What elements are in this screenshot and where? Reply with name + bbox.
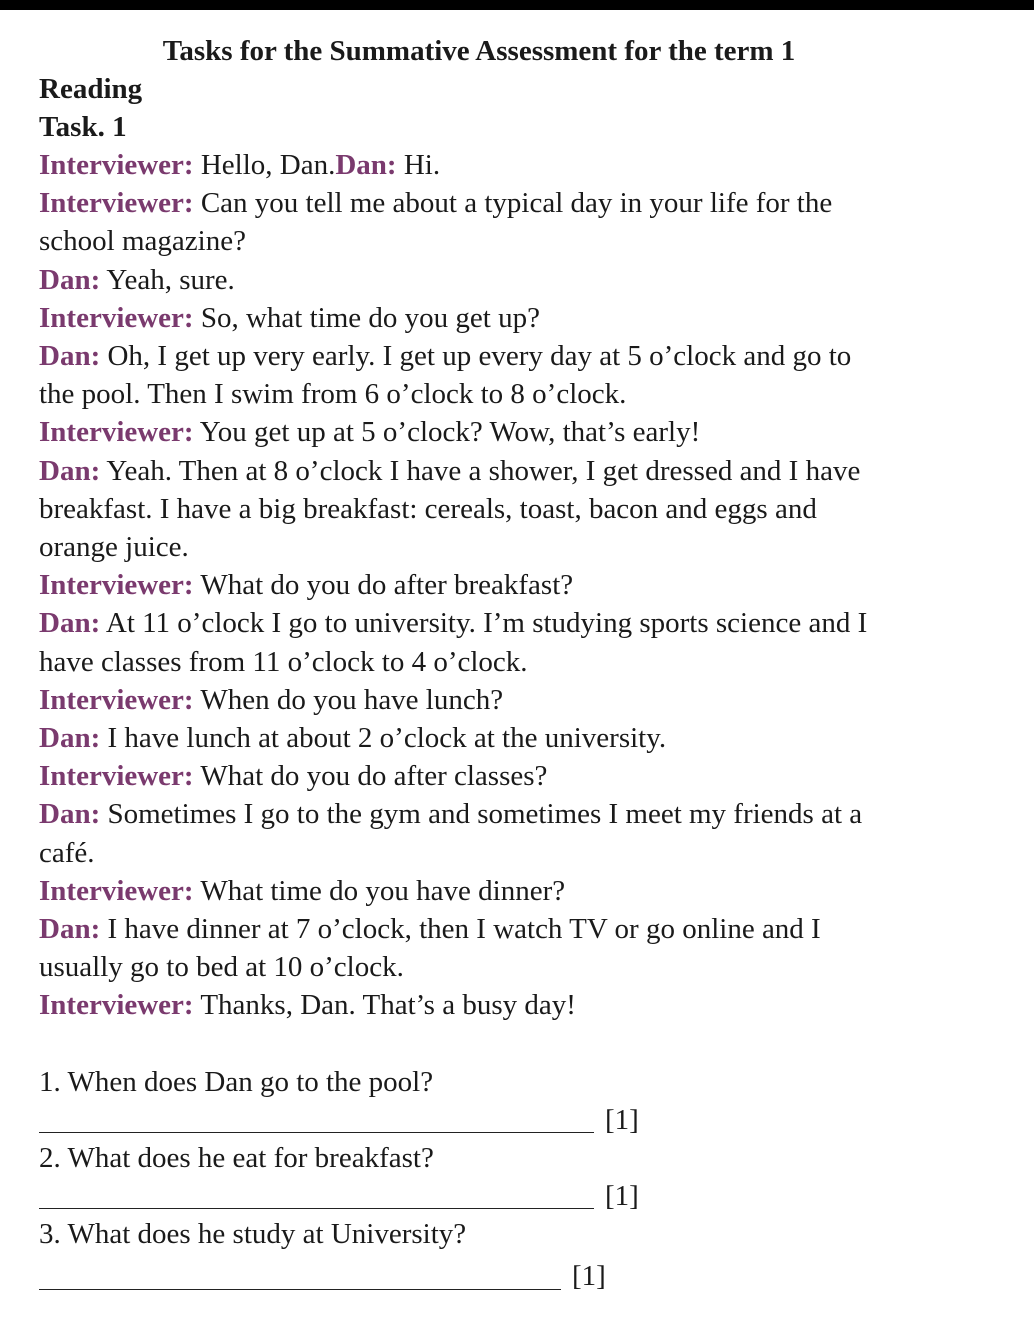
dialogue-text: Hello, Dan. <box>193 149 336 181</box>
speaker-label: Dan: <box>39 913 101 946</box>
dialogue-text: Oh, I get up very early. I get up every day at 5 o’clock and go to <box>100 340 852 373</box>
answer-row <box>39 1177 999 1215</box>
dialogue-text: the pool. Then I swim from 6 o’clock to 8 o’clock. <box>39 378 627 411</box>
dialogue-text: I have dinner at 7 o’clock, then I watch TV or go online and I <box>100 913 821 946</box>
speaker-label: Dan: <box>39 263 101 296</box>
dialogue-line <box>39 986 999 1024</box>
section-heading: Reading <box>39 73 143 105</box>
dialogue-line <box>39 337 999 375</box>
answer-blank[interactable] <box>39 1132 594 1133</box>
question-text: 1. When does Dan go to the pool? <box>39 1065 434 1098</box>
dialogue-line <box>39 757 999 795</box>
dialogue-text: breakfast. I have a big breakfast: cereals, toast, bacon and eggs and <box>39 492 817 525</box>
dialogue-text: Yeah, sure. <box>100 263 235 296</box>
dialogue-line <box>39 490 999 528</box>
dialogue-line <box>39 834 999 872</box>
dialogue-line <box>39 681 999 719</box>
dialogue-line <box>39 872 999 910</box>
dialogue-text: Hi. <box>396 149 441 181</box>
dialogue-line <box>39 795 999 833</box>
dialogue-line <box>39 566 999 604</box>
answer-blank[interactable] <box>39 1208 594 1209</box>
speaker-label: Interviewer: <box>39 416 194 449</box>
answer-row <box>39 1253 999 1291</box>
speaker-label: Interviewer: <box>39 683 194 716</box>
mark-label: [1] <box>605 1103 639 1136</box>
speaker-label: Dan: <box>39 340 101 373</box>
speaker-label: Dan: <box>39 722 101 755</box>
dialogue-text: So, what time do you get up? <box>193 301 540 334</box>
speaker-label: Dan: <box>39 798 101 831</box>
speaker-label: Interviewer: <box>39 301 194 334</box>
speaker-label: Interviewer: <box>39 149 194 181</box>
speaker-label: Interviewer: <box>39 187 194 220</box>
dialogue-text: What do you do after classes? <box>193 760 548 793</box>
dialogue-line <box>39 261 999 299</box>
dialogue-line <box>39 604 999 642</box>
spacer <box>39 1025 999 1063</box>
dialogue-line <box>39 719 999 757</box>
dialogue-text: You get up at 5 o’clock? Wow, that’s early! <box>193 416 701 449</box>
mark-label: [1] <box>605 1179 639 1212</box>
speaker-label: Dan: <box>39 454 101 487</box>
document <box>39 32 999 1291</box>
dialogue-line <box>39 528 999 566</box>
dialogue-text: What do you do after breakfast? <box>193 569 574 602</box>
dialogue-text: At 11 o’clock I go to university. I’m studying sports science and I <box>100 607 868 640</box>
dialogue-line <box>39 452 999 490</box>
dialogue-line <box>39 643 999 681</box>
mark-label: [1] <box>572 1259 606 1292</box>
dialogue-text: I have lunch at about 2 o’clock at the university. <box>100 722 667 755</box>
dialogue-text: Sometimes I go to the gym and sometimes I meet my friends at a <box>100 798 863 831</box>
answer-blank[interactable] <box>39 1289 561 1290</box>
question-text: 3. What does he study at University? <box>39 1217 467 1250</box>
question-text: 2. What does he eat for breakfast? <box>39 1141 434 1174</box>
dialogue-text: have classes from 11 o’clock to 4 o’clock. <box>39 645 528 678</box>
dialogue-line <box>39 948 999 986</box>
dialogue-text: Thanks, Dan. That’s a busy day! <box>193 989 576 1022</box>
dialogue-line <box>39 222 999 260</box>
dialogue-line <box>39 146 999 184</box>
dialogue-text: Yeah. Then at 8 o’clock I have a shower, I get dressed and I have <box>100 454 861 487</box>
dialogue-line <box>39 910 999 948</box>
dialogue-line <box>39 184 999 222</box>
speaker-label: Interviewer: <box>39 989 194 1022</box>
dialogue <box>39 146 999 1025</box>
dialogue-line <box>39 299 999 337</box>
dialogue-text: Can you tell me about a typical day in your life for the <box>193 187 833 220</box>
top-border <box>0 0 1034 10</box>
speaker-label: Interviewer: <box>39 569 194 602</box>
task-heading: Task. 1 <box>39 111 127 143</box>
dialogue-text: school magazine? <box>39 225 246 258</box>
speaker-label: Dan: <box>39 607 101 640</box>
answer-row <box>39 1101 999 1139</box>
dialogue-text: café. <box>39 836 95 869</box>
dialogue-line <box>39 413 999 451</box>
dialogue-text: When do you have lunch? <box>193 683 504 716</box>
questions <box>39 1063 999 1291</box>
dialogue-text: orange juice. <box>39 531 189 564</box>
dialogue-text: usually go to bed at 10 o’clock. <box>39 951 404 984</box>
speaker-label: Dan: <box>335 149 397 181</box>
speaker-label: Interviewer: <box>39 874 194 907</box>
dialogue-text: What time do you have dinner? <box>193 874 566 907</box>
dialogue-line <box>39 375 999 413</box>
speaker-label: Interviewer: <box>39 760 194 793</box>
page-title: Tasks for the Summative Assessment for the term 1 <box>162 35 796 67</box>
